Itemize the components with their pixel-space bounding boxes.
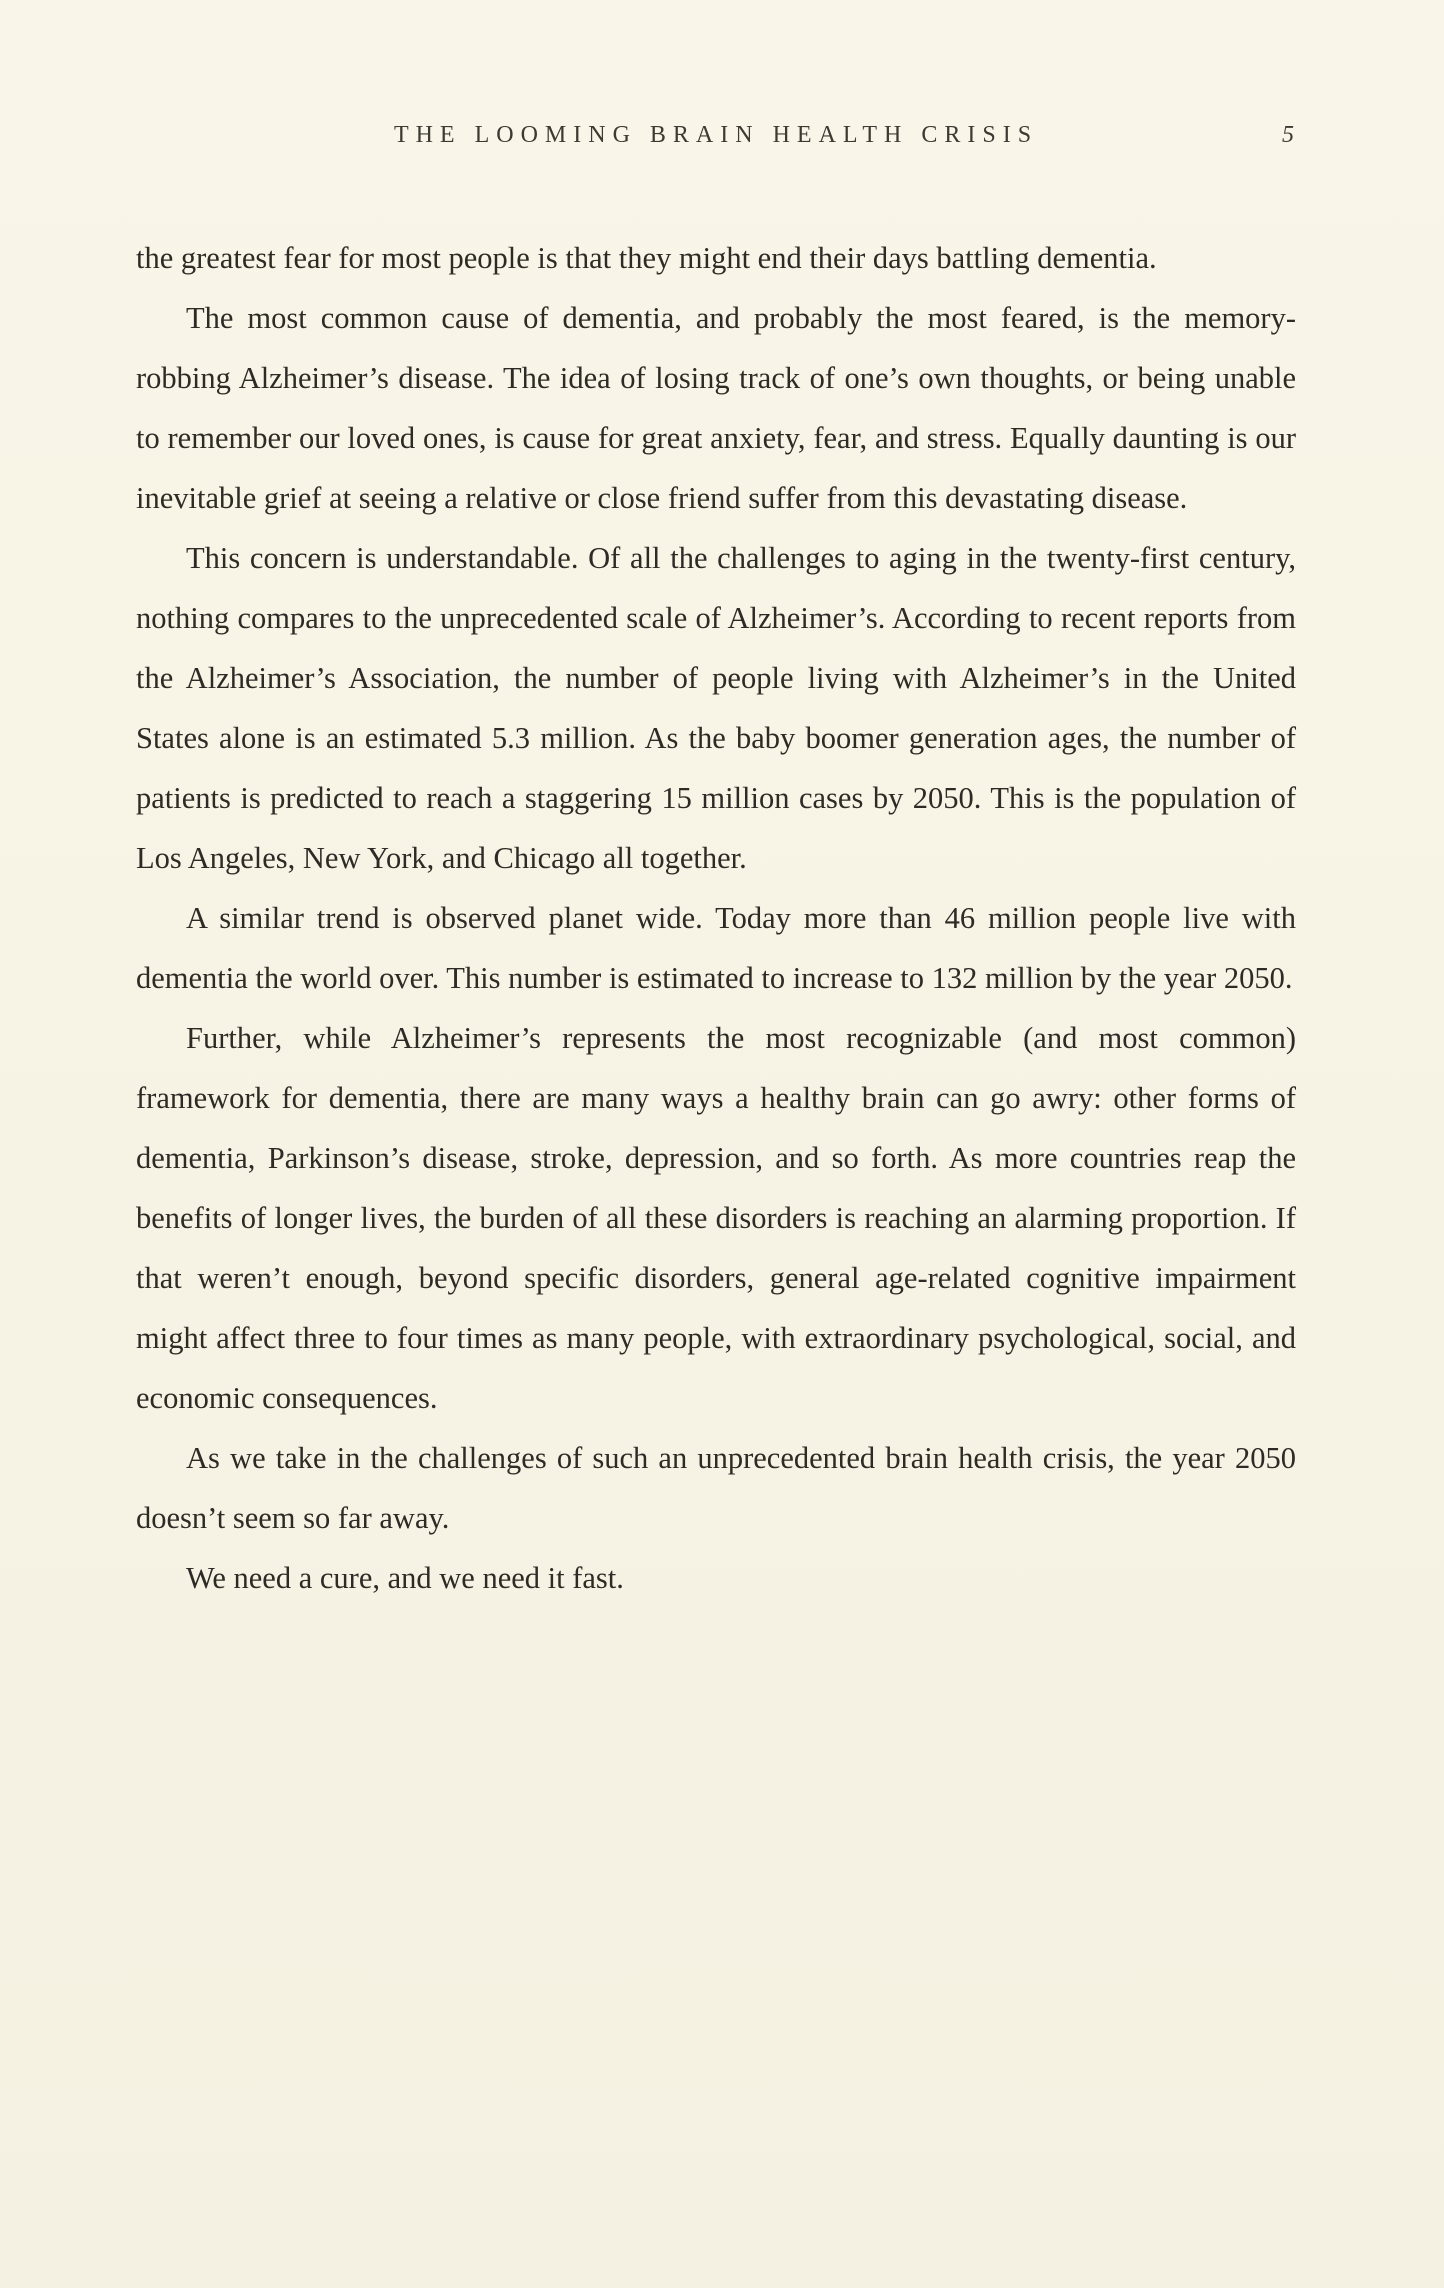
running-head: THE LOOMING BRAIN HEALTH CRISIS bbox=[393, 122, 1039, 148]
page-header bbox=[136, 122, 1296, 162]
paragraph: A similar trend is observed planet wide. Today more than 46 million people live with dementia the world over. This number is estimated to increase to 132 million by the year 2050. bbox=[136, 901, 1296, 995]
page-number: 5 bbox=[1282, 122, 1294, 148]
paragraph: We need a cure, and we need it fast. bbox=[186, 1561, 624, 1595]
paragraph: This concern is understandable. Of all the challenges to aging in the twenty-first century, nothing compares to the unprecedented scale of Alzheimer’s. According to recent reports from the Alzheimer’s Association, the number of people living with Alzheimer’s in the United States alone is an estimated 5.3 million. As the baby boomer generation ages, the number of patients is predicted to reach a staggering 15 million cases by 2050. This is the population of Los Angeles, New York, and Chicago all together. bbox=[136, 541, 1296, 875]
body-text bbox=[136, 228, 1296, 1608]
paragraph: As we take in the challenges of such an unprecedented brain health crisis, the year 2050 doesn’t seem so far away. bbox=[136, 1441, 1296, 1535]
paragraph: the greatest fear for most people is that they might end their days battling dementia. bbox=[136, 241, 1157, 275]
paragraph: Further, while Alzheimer’s represents the most recognizable (and most common) framework for dementia, there are many ways a healthy brain can go awry: other forms of dementia, Parkinson’s disease, stroke, depression, and so forth. As more countries reap the benefits of longer lives, the burden of all these disorders is reaching an alarming proportion. If that weren’t enough, beyond specific disorders, general age-related cognitive impairment might affect three to four times as many people, with extraordinary psychological, social, and economic consequences. bbox=[136, 1021, 1296, 1415]
paragraph: The most common cause of dementia, and probably the most feared, is the memory-robbing Alzheimer’s disease. The idea of losing track of one’s own thoughts, or being unable to remember our loved ones, is cause for great anxiety, fear, and stress. Equally daunting is our inevitable grief at seeing a relative or close friend suffer from this devastating disease. bbox=[136, 301, 1296, 515]
